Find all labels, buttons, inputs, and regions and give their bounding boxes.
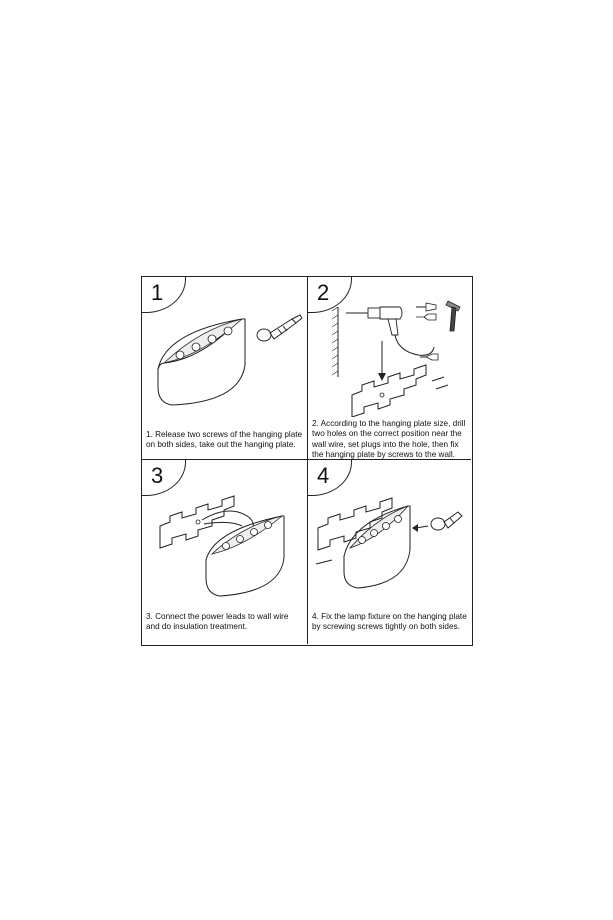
step-1-number: 1 xyxy=(151,280,164,305)
step-4-mounting-illustration xyxy=(308,460,471,610)
step-3-panel xyxy=(142,460,308,644)
step-1-panel xyxy=(142,277,308,460)
step-1-caption: 1. Release two screws of the hanging plate on both sides, take out the hanging plate. xyxy=(146,430,303,450)
step-4-panel xyxy=(308,460,471,644)
step-2-drilling-illustration xyxy=(308,277,471,417)
step-2-panel xyxy=(308,277,471,460)
step-2-number: 2 xyxy=(317,280,330,305)
step-3-number: 3 xyxy=(151,463,164,488)
step-3-caption: 3. Connect the power leads to wall wire and do insulation treatment. xyxy=(146,612,289,632)
step-3-wiring-illustration xyxy=(142,460,308,610)
step-4-caption: 4. Fix the lamp fixture on the hanging plate by screwing screws tightly on both sides. xyxy=(312,612,467,632)
step-4-number: 4 xyxy=(317,463,330,488)
instruction-grid xyxy=(141,276,473,646)
step-2-caption: 2. According to the hanging plate size, drill two holes on the correct position near the wall wire, set plugs into the hole, then fix the hanging plate by screws to the wall. xyxy=(312,419,466,459)
step-1-lamp-illustration xyxy=(142,277,308,427)
